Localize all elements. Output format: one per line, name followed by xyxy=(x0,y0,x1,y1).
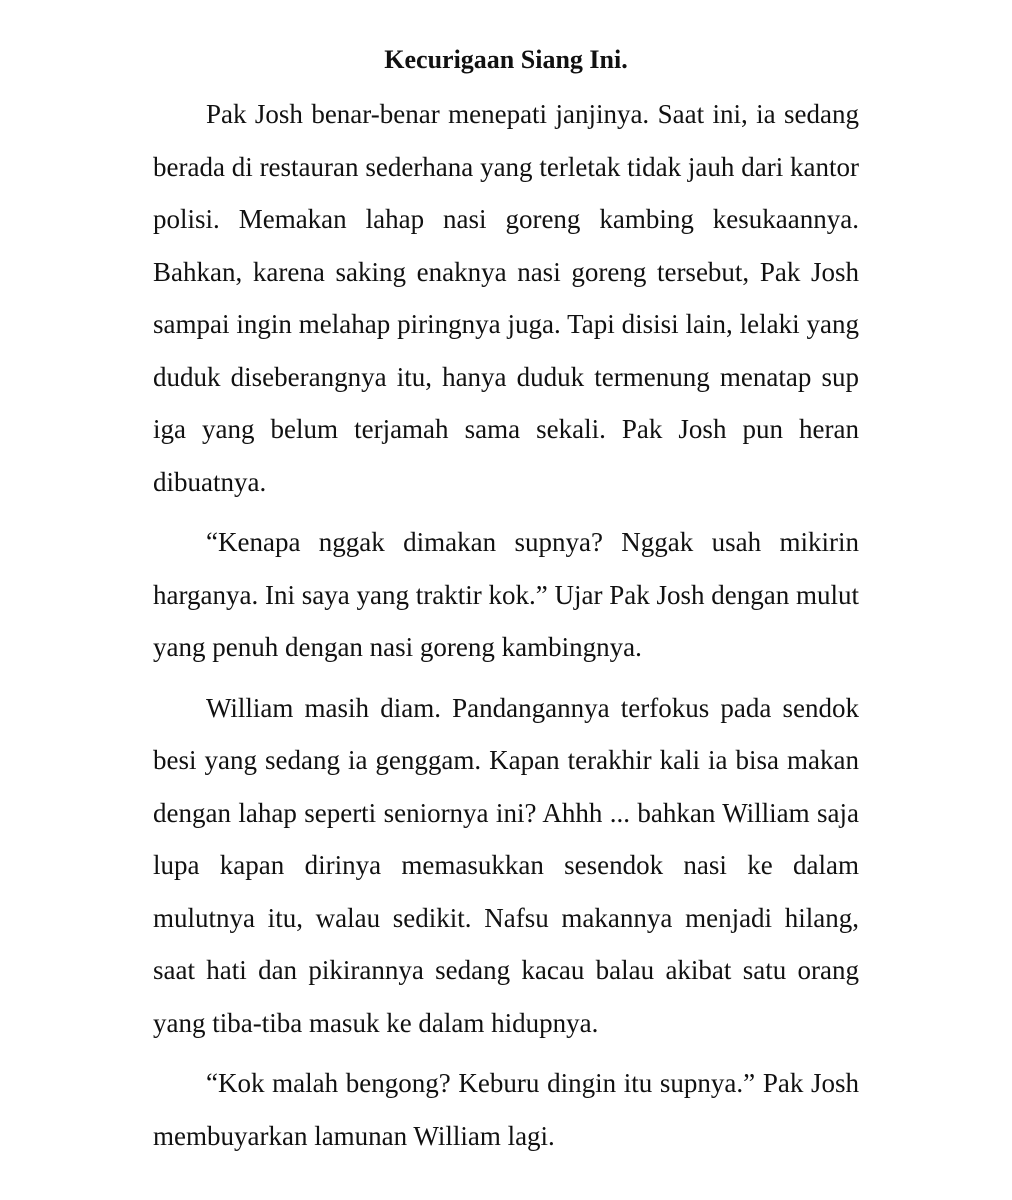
paragraph-3: William masih diam. Pandangannya terfokus pada sendok besi yang sedang ia genggam. Kapan terakhir kali ia bisa makan dengan lahap seperti seniornya ini? Ahhh ... bahkan William saja lupa kapan dirinya memasukkan sesendok nasi ke dalam mulutnya itu, walau sedikit. Nafsu makannya menjadi hilang, saat hati dan pikirannya sedang kacau balau akibat satu orang yang tiba-tiba masuk ke dalam hidupnya. xyxy=(153,692,859,1038)
document-page xyxy=(153,36,859,1170)
paragraph-1: Pak Josh benar-benar menepati janjinya. Saat ini, ia sedang berada di restauran sederhana yang terletak tidak jauh dari kantor polisi. Memakan lahap nasi goreng kambing kesukaannya. Bahkan, karena saking enaknya nasi goreng tersebut, Pak Josh sampai ingin melahap piringnya juga. Tapi disisi lain, lelaki yang duduk diseberangnya itu, hanya duduk termenung menatap sup iga yang belum terjamah sama sekali. Pak Josh pun heran dibuatnya. xyxy=(153,99,859,497)
chapter-title: Kecurigaan Siang Ini. xyxy=(384,45,628,74)
paragraph-2: “Kenapa nggak dimakan supnya? Nggak usah mikirin harganya. Ini saya yang traktir kok.” Ujar Pak Josh dengan mulut yang penuh dengan nasi goreng kambingnya. xyxy=(153,527,859,662)
paragraph-4: “Kok malah bengong? Keburu dingin itu supnya.” Pak Josh membuyarkan lamunan William lagi. xyxy=(153,1068,859,1151)
